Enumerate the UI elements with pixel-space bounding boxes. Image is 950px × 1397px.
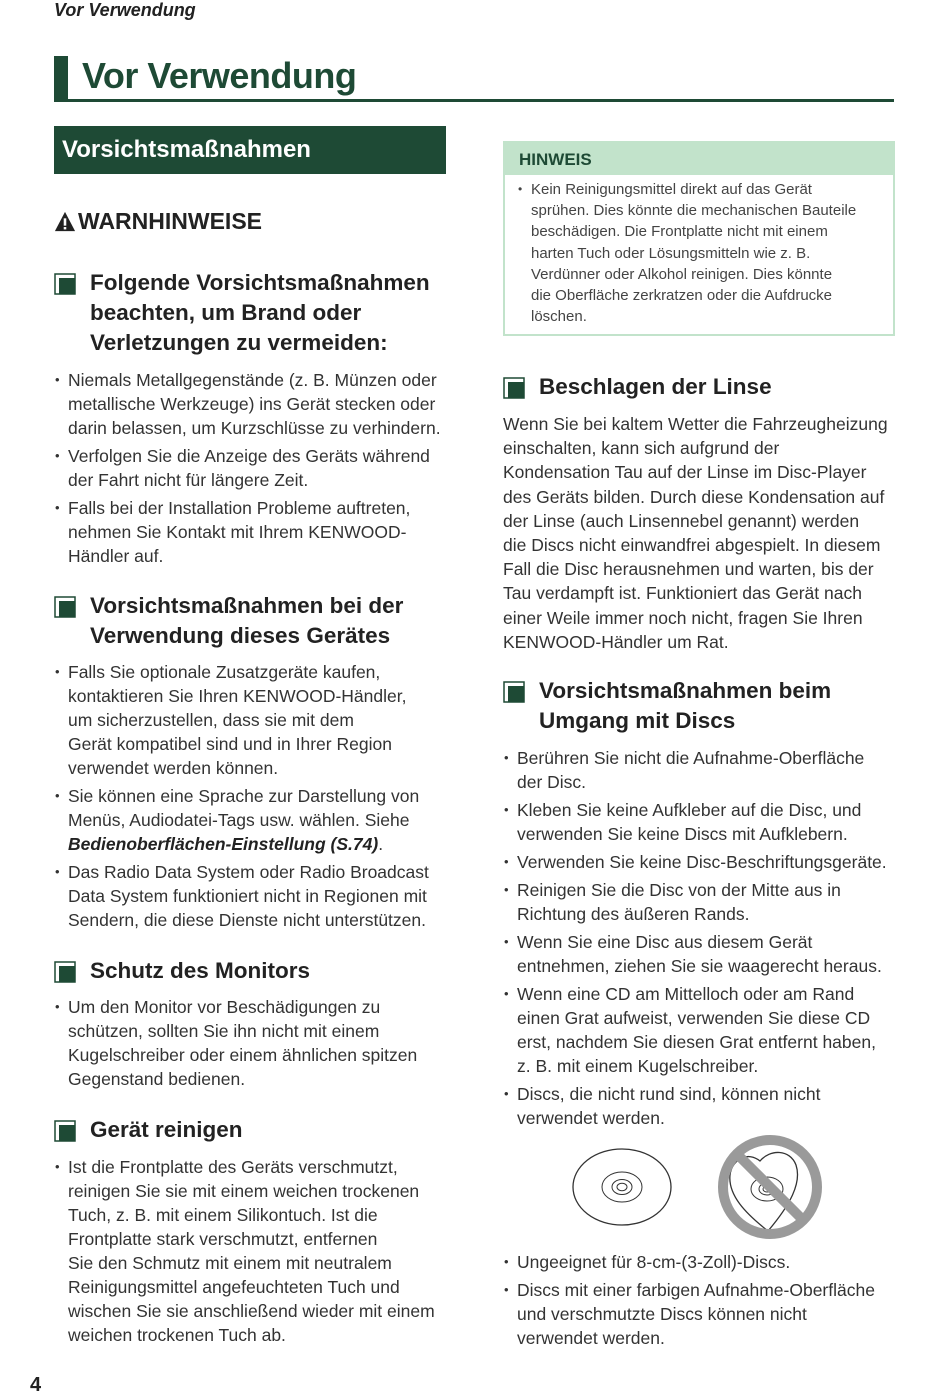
- page-title: Vor Verwendung: [82, 55, 357, 96]
- discs-heading: [503, 676, 903, 736]
- fire-heading-line: Verletzungen zu vermeiden:: [90, 330, 388, 355]
- list-item: [503, 798, 903, 846]
- list-line: Kugelschreiber oder einem ähnlichen spitzen: [68, 1045, 418, 1065]
- warning-triangle-icon: [54, 211, 76, 233]
- list-item: [503, 1250, 903, 1274]
- list-line: löschen.: [531, 308, 587, 326]
- prohibited-heart-disc-icon: [723, 1140, 817, 1234]
- section-square-icon: [54, 961, 76, 983]
- cleaning-list: [54, 1155, 454, 1351]
- list-line: Verdünner oder Alkohol reinigen. Dies könnte: [531, 265, 833, 283]
- usage-heading: [54, 591, 454, 651]
- section-square-icon: [503, 681, 525, 703]
- usage-heading-line: Vorsichtsmaßnahmen bei der: [90, 593, 404, 618]
- para-line: Wenn Sie bei kaltem Wetter die Fahrzeugheizung: [503, 414, 888, 434]
- section-square-icon: [54, 596, 76, 618]
- page-title-block: [54, 56, 894, 102]
- note-title: HINWEIS: [505, 143, 893, 175]
- list-line: harten Tuch oder Lösungsmitteln wie z. B.: [531, 244, 811, 262]
- section-square-icon: [503, 377, 525, 399]
- cleaning-heading-text: Gerät reinigen: [90, 1117, 243, 1142]
- discs-list-after: [503, 1250, 903, 1354]
- list-item: [503, 850, 903, 874]
- para-line: Fall die Disc herausnehmen und warten, bis der: [503, 559, 874, 580]
- list-line: verwendet werden.: [517, 1108, 665, 1128]
- para-line: Tau verdampft ist. Funktioniert das Gerät nach: [503, 583, 862, 604]
- list-line: • Kein Reinigungsmittel direkt auf das Gerät: [531, 181, 812, 198]
- list-item: [503, 746, 903, 794]
- list-line: • Reinigen Sie die Disc von der Mitte aus in: [517, 880, 841, 900]
- list-line: • Discs mit einer farbigen Aufnahme-Oberfläche: [517, 1280, 875, 1300]
- section-title: Vorsichtsmaßnahmen: [54, 126, 446, 174]
- lens-heading-text: Beschlagen der Linse: [539, 374, 772, 399]
- cleaning-heading: [54, 1115, 454, 1145]
- monitor-heading-text: Schutz des Monitors: [90, 958, 311, 983]
- section-square-icon: [54, 273, 76, 295]
- list-item: [54, 444, 454, 492]
- para-line: des Geräts bilden. Durch diese Kondensation auf: [503, 486, 885, 507]
- list-line: Reinigungsmittel angefeuchteten Tuch und: [68, 1277, 400, 1297]
- list-line: nehmen Sie Kontakt mit Ihrem KENWOOD-: [68, 522, 407, 542]
- list-line: entnehmen, ziehen Sie sie waagerecht heraus.: [517, 956, 882, 976]
- list-line: • Um den Monitor vor Beschädigungen zu: [68, 997, 381, 1017]
- list-line: verwendet werden können.: [68, 758, 279, 778]
- list-item: [503, 1278, 903, 1350]
- usage-heading-line: Verwendung dieses Gerätes: [90, 623, 391, 648]
- list-line: • Wenn eine CD am Mittelloch oder am Rand: [517, 984, 855, 1004]
- section-square-icon: [54, 1120, 76, 1142]
- note-box: [503, 141, 895, 336]
- usage-list: [54, 660, 454, 936]
- list-item: [54, 860, 454, 932]
- list-line: Richtung des äußeren Rands.: [517, 904, 750, 924]
- discs-heading-line: Umgang mit Discs: [539, 708, 736, 733]
- list-line: Gegenstand bedienen.: [68, 1069, 246, 1089]
- list-item: [54, 995, 454, 1091]
- list-line: Data System funktioniert nicht in Regionen mit: [68, 886, 427, 906]
- list-item: [54, 368, 454, 440]
- list-line: Händler auf.: [68, 546, 164, 566]
- list-line: • Verfolgen Sie die Anzeige des Geräts während: [68, 446, 430, 466]
- warning-heading: [54, 208, 262, 235]
- list-item: [503, 878, 903, 926]
- lens-heading: [503, 372, 903, 402]
- list-item: [54, 1155, 454, 1347]
- disc-illustration: [570, 1135, 830, 1245]
- list-line: der Disc.: [517, 772, 587, 792]
- list-line: reinigen Sie sie mit einem weichen trockenen: [68, 1181, 420, 1201]
- list-line: Tuch, z. B. mit einem Silikontuch. Ist die: [68, 1205, 378, 1225]
- warning-heading-text: WARNHINWEISE: [78, 208, 262, 234]
- list-line: • Ungeeignet für 8-cm-(3-Zoll)-Discs.: [517, 1252, 791, 1272]
- list-line: kontaktieren Sie Ihren KENWOOD-Händler,: [68, 686, 407, 706]
- list-line: Sie den Schmutz mit einem mit neutralem: [68, 1253, 392, 1273]
- list-line: verwendet werden.: [517, 1328, 665, 1348]
- list-line: schützen, sollten Sie ihn nicht mit einem: [68, 1021, 380, 1041]
- list-line: darin belassen, um Kurzschlüsse zu verhindern.: [68, 418, 441, 438]
- list-line: wischen Sie sie anschließend wieder mit einem: [68, 1301, 435, 1321]
- list-line: der Fahrt nicht für längere Zeit.: [68, 470, 309, 490]
- discs-list: [503, 746, 903, 1134]
- round-disc-icon: [573, 1149, 671, 1225]
- list-item: [54, 784, 454, 856]
- cross-reference-link[interactable]: Bedienoberflächen-Einstellung (S.74): [68, 834, 379, 854]
- list-item: [54, 496, 454, 568]
- fire-heading-line: beachten, um Brand oder: [90, 300, 362, 325]
- list-line: • Wenn Sie eine Disc aus diesem Gerät: [517, 932, 813, 952]
- list-line: um sicherzustellen, dass sie mit dem: [68, 710, 354, 730]
- list-line: z. B. mit einem Kugelschreiber.: [517, 1056, 759, 1076]
- para-line: Kondensation Tau auf der Linse im Disc-Player: [503, 462, 867, 483]
- running-header: Vor Verwendung: [54, 0, 196, 20]
- list-line: • Ist die Frontplatte des Geräts verschmutzt,: [68, 1157, 398, 1177]
- list-item: [54, 660, 454, 780]
- list-line: die Oberfläche zerkratzen oder die Aufdrucke: [531, 287, 833, 305]
- list-line: [68, 832, 454, 856]
- list-line: Menüs, Audiodatei-Tags usw. wählen. Siehe: [68, 810, 410, 830]
- list-item: [503, 930, 903, 978]
- list-line: • Falls Sie optionale Zusatzgeräte kaufen,: [68, 662, 381, 682]
- list-line: weichen trockenen Tuch ab.: [68, 1325, 286, 1345]
- list-line: einen Grat aufweist, verwenden Sie diese CD: [517, 1008, 871, 1028]
- list-item: [503, 982, 903, 1078]
- list-item: [517, 179, 883, 327]
- list-line: sprühen. Dies könnte die mechanischen Bauteile: [531, 202, 857, 220]
- list-line-end: .: [378, 834, 384, 854]
- para-line: der Linse (auch Linsennebel genannt) werden: [503, 510, 860, 531]
- list-line: verwenden Sie keine Discs mit Aufklebern.: [517, 824, 848, 844]
- monitor-list: [54, 995, 454, 1095]
- list-item: [503, 1082, 903, 1130]
- list-line: • Berühren Sie nicht die Aufnahme-Oberfläche: [517, 748, 865, 768]
- fire-list: [54, 368, 454, 572]
- fire-heading-line: Folgende Vorsichtsmaßnahmen: [90, 270, 430, 295]
- list-line: Sendern, die diese Dienste nicht unterstützen.: [68, 910, 426, 930]
- list-line: erst, nachdem Sie diesen Grat entfernt haben,: [517, 1032, 876, 1052]
- note-list: [505, 179, 893, 327]
- monitor-heading: [54, 956, 454, 986]
- para-line: die Discs nicht einwandfrei abgespielt. In diesem: [503, 535, 881, 556]
- list-line: Gerät kompatibel sind und in Ihrer Region: [68, 734, 392, 754]
- list-line: • Sie können eine Sprache zur Darstellung von: [68, 786, 420, 806]
- list-line: • Niemals Metallgegenstände (z. B. Münzen oder: [68, 370, 437, 390]
- lens-paragraph: [503, 412, 903, 654]
- fire-heading: [54, 268, 454, 358]
- list-line: • Kleben Sie keine Aufkleber auf die Disc, und: [517, 800, 862, 820]
- list-line: Frontplatte stark verschmutzt, entfernen: [68, 1229, 378, 1249]
- para-line: einer Weile immer noch nicht, fragen Sie Ihren: [503, 607, 863, 628]
- list-line: • Discs, die nicht rund sind, können nicht: [517, 1084, 821, 1104]
- para-line: einschalten, kann sich aufgrund der: [503, 438, 780, 459]
- list-line: metallische Werkzeuge) ins Gerät stecken oder: [68, 394, 436, 414]
- list-line: • Verwenden Sie keine Disc-Beschriftungsgeräte.: [517, 852, 887, 872]
- list-line: und verschmutzte Discs können nicht: [517, 1304, 807, 1324]
- list-line: • Falls bei der Installation Probleme auftreten,: [68, 498, 411, 518]
- page-number: 4: [30, 1374, 42, 1396]
- list-line: • Das Radio Data System oder Radio Broadcast: [68, 862, 429, 882]
- discs-heading-line: Vorsichtsmaßnahmen beim: [539, 678, 832, 703]
- list-line: beschädigen. Die Frontplatte nicht mit einem: [531, 223, 828, 241]
- para-line: KENWOOD-Händler um Rat.: [503, 631, 729, 652]
